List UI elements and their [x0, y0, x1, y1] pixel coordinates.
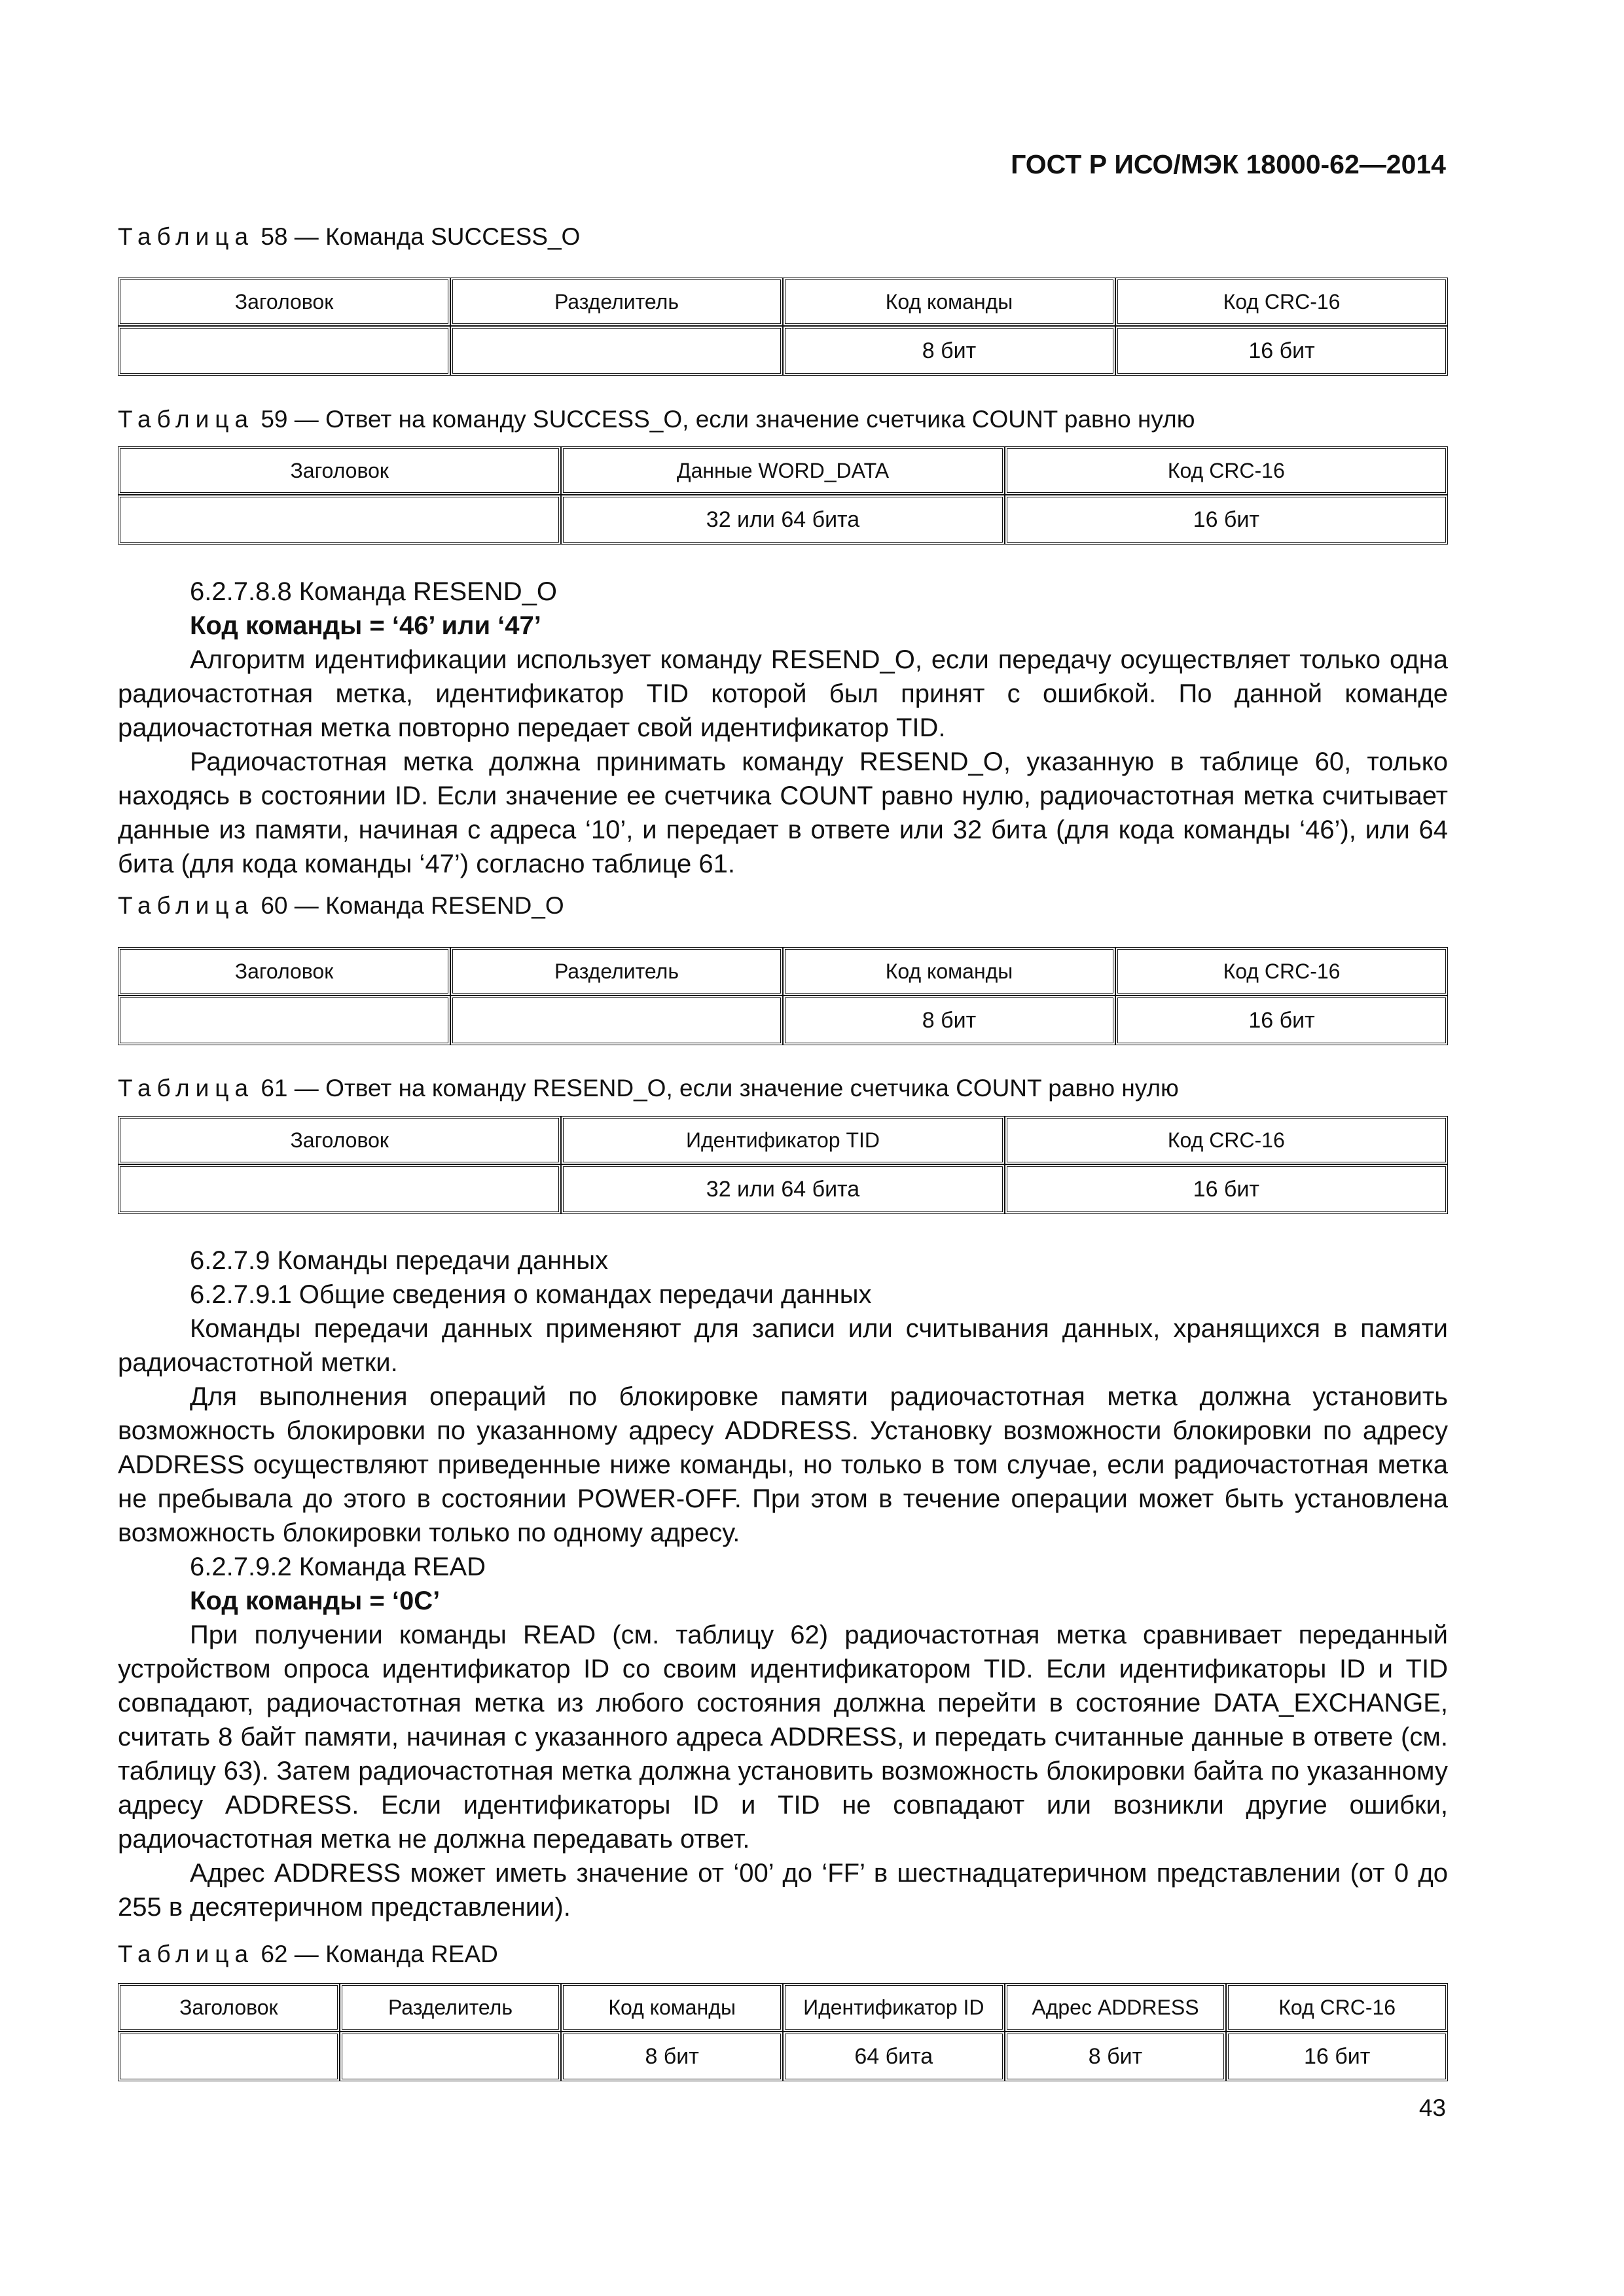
paragraph: Адрес ADDRESS может иметь значение от ‘00’ до ‘FF’ в шестнадцатеричном представлении (от 0 до 255 в десятеричном представлении).: [118, 1859, 1448, 1922]
table-header-cell: Код CRC-16: [1115, 947, 1448, 996]
paragraph: Радиочастотная метка должна принимать команду RESEND_O, указанную в таблице 60, только находясь в состоянии ID. Если значение ее счетчика COUNT равно нулю, радиочастотная метка считывает данные из памяти, начиная с адреса ‘10’, и передает в ответе или 32 бита (для кода команды ‘46’), или 64 бита (для кода команды ‘47’) согласно таблице 61.: [118, 747, 1448, 878]
table-header-cell: Заголовок: [118, 446, 561, 495]
table-cell: [118, 2032, 340, 2081]
table-62: [118, 1983, 1448, 2081]
table-cell: [118, 996, 450, 1045]
paragraph: Команды передачи данных применяют для записи или считывания данных, хранящихся в памяти радиочастотной метки.: [118, 1314, 1448, 1377]
table-cell: 16 бит: [1226, 2032, 1448, 2081]
table-cell: [450, 996, 783, 1045]
table-59: [118, 446, 1448, 545]
table-cell: [118, 326, 450, 376]
table-header-row: [118, 278, 1448, 326]
command-code: Код команды = ‘46’ или ‘47’: [190, 611, 541, 640]
table-header-cell: Заголовок: [118, 278, 450, 326]
table-header-cell: Идентификатор TID: [561, 1116, 1004, 1164]
table-header-cell: Код команды: [783, 278, 1115, 326]
table-header-cell: Код команды: [783, 947, 1115, 996]
table-cell: 64 бита: [783, 2032, 1005, 2081]
table-header-row: [118, 1983, 1448, 2032]
table-header-cell: Код команды: [561, 1983, 783, 2032]
table-header-cell: Идентификатор ID: [783, 1983, 1005, 2032]
table-61-caption: [118, 1075, 1179, 1102]
table-cell: 32 или 64 бита: [561, 1164, 1004, 1214]
table-cell: 16 бит: [1115, 326, 1448, 376]
table-cell: 8 бит: [561, 2032, 783, 2081]
table-row: [118, 1164, 1448, 1214]
table-caption-label: Таблица: [118, 1075, 255, 1102]
subsection-heading: 6.2.7.9.2 Команда READ: [190, 1552, 486, 1581]
table-caption-label: Таблица: [118, 223, 255, 250]
table-row: [118, 495, 1448, 545]
table-cell: 8 бит: [783, 996, 1115, 1045]
table-row: [118, 2032, 1448, 2081]
table-header-cell: Данные WORD_DATA: [561, 446, 1004, 495]
table-60: [118, 947, 1448, 1045]
table-caption-text: 58 — Команда SUCCESS_O: [261, 223, 581, 250]
table-caption-label: Таблица: [118, 406, 255, 433]
table-cell: [118, 495, 561, 545]
table-62-caption: [118, 1941, 498, 1968]
section-data-commands: [118, 1244, 1448, 1924]
page-number: 43: [1418, 2094, 1446, 2121]
table-caption-text: 62 — Команда READ: [261, 1941, 498, 1967]
table-cell: 16 бит: [1005, 495, 1448, 545]
table-header-cell: Заголовок: [118, 1983, 340, 2032]
table-cell: [450, 326, 783, 376]
table-58-caption: [118, 223, 580, 251]
table-cell: [118, 1164, 561, 1214]
table-caption-label: Таблица: [118, 892, 255, 919]
table-header-cell: Код CRC-16: [1226, 1983, 1448, 2032]
table-caption-text: 61 — Ответ на команду RESEND_O, если значение счетчика COUNT равно нулю: [261, 1075, 1179, 1102]
table-header-row: [118, 446, 1448, 495]
table-61: [118, 1116, 1448, 1214]
table-header-row: [118, 947, 1448, 996]
section-heading: 6.2.7.9 Команды передачи данных: [190, 1246, 609, 1275]
table-cell: 32 или 64 бита: [561, 495, 1004, 545]
paragraph: Для выполнения операций по блокировке памяти радиочастотная метка должна установить возможность блокировки по указанному адресу ADDRESS. Установку возможности блокировки по адресу ADDRESS осуществляют приведенные ниже команды, но только в том случае, если радиочастотная метка не пребывала до этого в состоянии POWER-OFF. При этом в течение операции может быть установлена возможность блокировки только по одному адресу.: [118, 1382, 1448, 1547]
standard-header: ГОСТ Р ИСО/МЭК 18000-62—2014: [1011, 149, 1446, 179]
table-caption-text: 60 — Команда RESEND_O: [261, 892, 564, 919]
table-row: [118, 326, 1448, 376]
table-header-cell: Заголовок: [118, 947, 450, 996]
table-header-cell: Код CRC-16: [1115, 278, 1448, 326]
table-header-row: [118, 1116, 1448, 1164]
command-code: Код команды = ‘0C’: [190, 1587, 441, 1615]
table-caption-text: 59 — Ответ на команду SUCCESS_O, если значение счетчика COUNT равно нулю: [261, 406, 1195, 433]
table-header-cell: Адрес ADDRESS: [1005, 1983, 1227, 2032]
table-59-caption: [118, 406, 1195, 433]
section-resend-o: [118, 575, 1448, 881]
table-header-cell: Код CRC-16: [1005, 1116, 1448, 1164]
paragraph: Алгоритм идентификации использует команду RESEND_O, если передачу осуществляет только одна радиочастотная метка, идентификатор TID которой был принят с ошибкой. По данной команде радиочастотная метка повторно передает свой идентификатор TID.: [118, 645, 1448, 742]
table-cell: 8 бит: [783, 326, 1115, 376]
table-caption-label: Таблица: [118, 1941, 255, 1967]
paragraph: При получении команды READ (см. таблицу 62) радиочастотная метка сравнивает переданный устройством опроса идентификатор ID со своим идентификатором TID. Если идентификаторы ID и TID совпадают, радиочастотная метка из любого состояния должна перейти в состояние DATA_EXCHANGE, считать 8 байт памяти, начиная с указанного адреса ADDRESS, и передать считанные данные в ответе (см. таблицу 63). Затем радиочастотная метка должна установить возможность блокировки байта по указанному адресу ADDRESS. Если идентификаторы ID и TID не совпадают или возникли другие ошибки, радиочастотная метка не должна передавать ответ.: [118, 1621, 1448, 1854]
section-heading: 6.2.7.8.8 Команда RESEND_O: [190, 577, 557, 606]
table-cell: 8 бит: [1005, 2032, 1227, 2081]
table-cell: 16 бит: [1115, 996, 1448, 1045]
table-60-caption: [118, 892, 564, 920]
table-header-cell: Заголовок: [118, 1116, 561, 1164]
table-header-cell: Разделитель: [340, 1983, 562, 2032]
table-58: [118, 278, 1448, 376]
subsection-heading: 6.2.7.9.1 Общие сведения о командах передачи данных: [190, 1280, 872, 1309]
table-header-cell: Разделитель: [450, 947, 783, 996]
table-cell: [340, 2032, 562, 2081]
table-row: [118, 996, 1448, 1045]
table-cell: 16 бит: [1005, 1164, 1448, 1214]
table-header-cell: Разделитель: [450, 278, 783, 326]
table-header-cell: Код CRC-16: [1005, 446, 1448, 495]
